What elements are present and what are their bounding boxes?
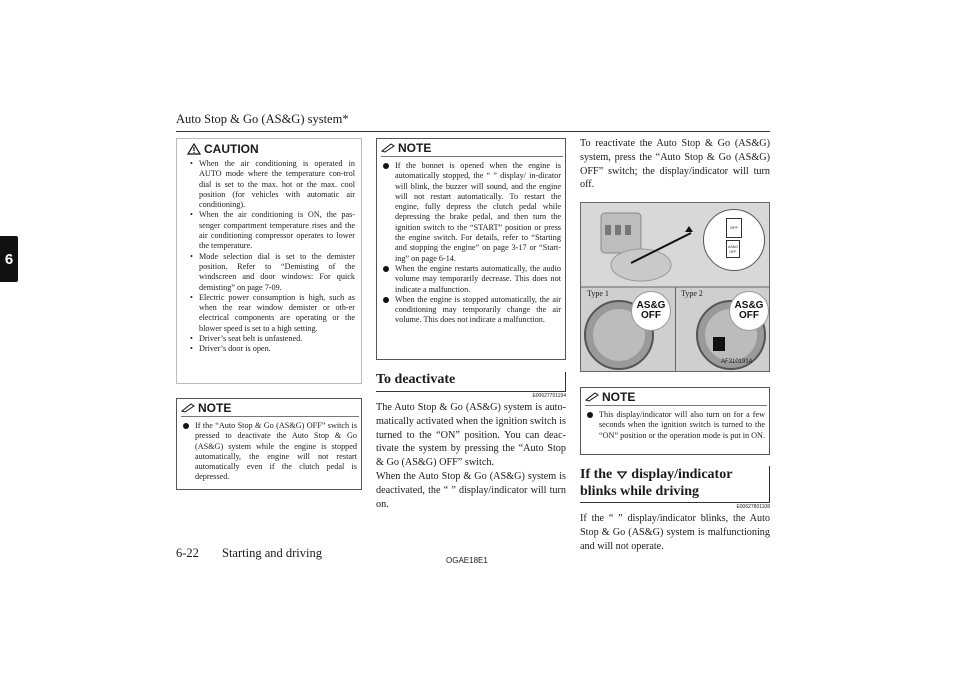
section-rule-vertical <box>565 372 566 392</box>
note-item-text: This display/indicator will also turn on for a few seconds when the ignition switch is turned to the “ON” position or the operation mode is put in ON. <box>599 410 765 440</box>
caution-list <box>189 159 355 355</box>
reactivate-text: To reactivate the Auto Stop & Go (AS&G) system, press the “Auto Stop & Go (AS&G) OFF” switch; the display/indicator will turn off. <box>580 138 770 191</box>
caution-box <box>176 138 362 384</box>
bullet-dot <box>383 163 389 169</box>
type1-label: Type 1 <box>587 289 609 298</box>
blink-text: If the “ ” display/indicator blinks, the Auto Stop & Go (AS&G) system is malfunctioning and will not operate. <box>580 513 770 552</box>
asg-off-switch: AS&G OFF <box>726 240 740 258</box>
note-pencil-icon <box>181 403 195 413</box>
deactivate-paragraph-1: The Auto Stop & Go (AS&G) system is auto-matically activated when the ignition switch is turned to the “ON” position. You can deac-tivate the system by pressing the “Auto Stop & Go (AS&G) OFF” switch. <box>376 402 566 469</box>
note-list <box>183 421 357 483</box>
note-list <box>587 410 765 441</box>
bullet-dot <box>587 412 593 418</box>
note-rule <box>381 156 563 157</box>
section-heading-blinks <box>580 466 770 500</box>
caution-title-text: CAUTION <box>204 142 259 156</box>
note-pencil-icon <box>585 392 599 402</box>
deactivate-paragraph-2: When the Auto Stop & Go (AS&G) system is deactivated, the “ ” display/indicator will turn on. <box>376 470 566 510</box>
header-rule <box>176 131 770 132</box>
note-item-text: If the “Auto Stop & Go (AS&G) OFF” switch is pressed to deactivate the Auto Stop & Go (AS&G) system while the engine is stopped automatically, the engine will not restart automatically even if the clutch pedal is depressed. <box>195 421 357 482</box>
caution-item: • Mode selection dial is set to the demister position. Refer to “Demisting of the windscreen and door windows: For quick demisting” on page 7-09. <box>189 252 355 293</box>
asg-off-badge-type2 <box>729 291 769 331</box>
warning-triangle-icon <box>187 143 201 155</box>
footer-section: Starting and driving <box>222 546 322 560</box>
note-item-text: When the engine is stopped automatically, the air conditioning may temporarily change the air volume. This does not indicate a malfunction. <box>395 294 561 325</box>
chapter-tab: 6 <box>0 236 18 282</box>
caution-item: • When the air conditioning is ON, the pas-senger compartment temperature rises and the air conditioning compressor operates to lower the temperature. <box>189 210 355 251</box>
section-heading-deactivate: To deactivate <box>376 372 456 387</box>
note-rule <box>585 405 767 406</box>
caution-title <box>187 142 259 156</box>
badge-line2: OFF <box>641 310 661 321</box>
doc-code: OGAE18E1 <box>446 556 488 565</box>
note-rule <box>181 416 359 417</box>
note-box-3 <box>580 387 770 455</box>
running-header: Auto Stop & Go (AS&G) system* <box>176 112 349 126</box>
figure-id: AF3101914 <box>721 359 753 365</box>
note-item <box>587 410 765 441</box>
bullet-dot <box>383 297 389 303</box>
bullet-dot <box>183 423 189 429</box>
note-item-text: When the engine restarts automatically, the audio volume may temporarily decrease. This does not indicate a malfunction. <box>395 263 561 294</box>
deactivate-text <box>376 401 566 511</box>
caution-item: • Driver’s door is open. <box>189 344 355 354</box>
note-title-text: NOTE <box>398 141 432 155</box>
section-rule-vertical <box>769 466 770 503</box>
section-rule <box>580 502 770 503</box>
section-rule <box>376 391 566 392</box>
badge-line1: AS&G <box>636 300 666 311</box>
heading-line2: blinks while driving <box>580 484 700 499</box>
note-box-1 <box>176 398 362 490</box>
note-item <box>183 421 357 483</box>
caution-item: • Driver’s seat belt is unfastened. <box>189 334 355 344</box>
note-title-text: NOTE <box>198 401 232 415</box>
note-title-text: NOTE <box>602 390 636 404</box>
note-list <box>383 161 561 326</box>
asg-indicator-icon <box>616 470 628 480</box>
section-code: E00627801108 <box>736 504 770 510</box>
note-item-text: If the bonnet is opened when the engine is automatically stopped, the “ ” display/ in-dicator will blink, the buzzer will sound, and the engine will not restart automatically. To restart the engine, fully depress the clutch pedal while depressing the brake pedal, and then turn the ignition switch to the “START” position or press the engine switch. For details, refer to “Starting and stopping the engine” on page 3-17 or “Start-ing” on page 6-14. <box>395 161 561 263</box>
caution-item: • When the air conditioning is operated in AUTO mode where the temperature con-trol dial is set to the max. hot or the max. cool position (for vehicles with automatic air conditioning). <box>189 159 355 210</box>
page-number: 6-22 <box>176 546 199 560</box>
note-title-1 <box>181 401 231 415</box>
note-item <box>383 295 561 326</box>
note-item <box>383 161 561 264</box>
note-title-3 <box>585 390 635 404</box>
switch-inset <box>703 209 765 271</box>
asg-figure <box>580 202 770 372</box>
switch-upper: OFF <box>726 218 742 238</box>
note-box-2 <box>376 138 566 360</box>
bullet-dot <box>383 266 389 272</box>
heading-part1: If the <box>580 467 613 482</box>
note-pencil-icon <box>381 143 395 153</box>
badge-line1: AS&G <box>734 300 764 311</box>
asg-off-badge-type1 <box>631 291 671 331</box>
caution-item: • Electric power consumption is high, such as when the rear window demister or oth-er electrical components are operating or the blower speed is set to a high setting. <box>189 293 355 334</box>
note-title-2 <box>381 141 431 155</box>
note-item <box>383 264 561 295</box>
section-code: E00627701194 <box>532 393 566 399</box>
heading-part2: display/indicator <box>631 467 733 482</box>
type2-label: Type 2 <box>681 289 703 298</box>
badge-line2: OFF <box>739 310 759 321</box>
